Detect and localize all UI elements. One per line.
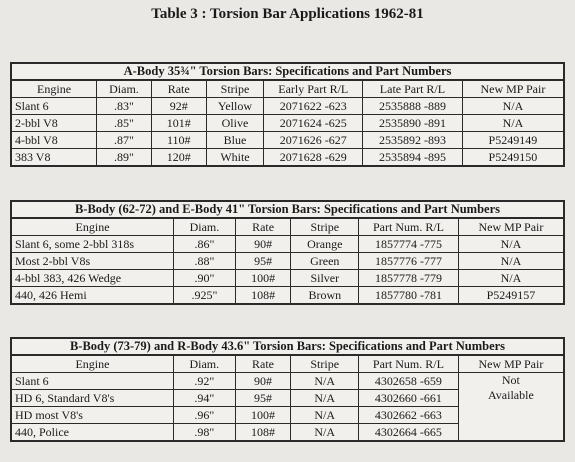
cell: HD 6, Standard V8's (11, 390, 173, 407)
column-header: Engine (11, 218, 174, 236)
cell: 101# (151, 115, 206, 132)
cell: Silver (291, 270, 359, 287)
column-header: Stripe (291, 355, 359, 373)
column-header: Diam. (97, 80, 152, 98)
mp-not-available-cell (458, 373, 564, 442)
cell: Slant 6, some 2-bbl 318s (11, 236, 174, 253)
cell: .92" (173, 373, 235, 390)
column-header: New MP Pair (462, 80, 564, 98)
table-row (11, 253, 564, 270)
table-title: A-Body 35¾" Torsion Bars: Specifications and Part Numbers (11, 63, 564, 80)
cell: N/A (291, 390, 359, 407)
cell: Blue (206, 132, 264, 149)
cell: .94" (173, 390, 235, 407)
column-header: Rate (235, 218, 291, 236)
b-r-body-table (10, 337, 565, 442)
cell: N/A (291, 407, 359, 424)
merged-line: Not (501, 373, 520, 387)
cell: 440, 426 Hemi (11, 287, 174, 305)
cell: 1857774 -775 (359, 236, 459, 253)
column-header: Rate (235, 355, 291, 373)
table-row (11, 149, 564, 167)
cell: 1857776 -777 (359, 253, 459, 270)
cell: .86" (174, 236, 236, 253)
table-row (11, 287, 564, 305)
cell: 108# (235, 287, 291, 305)
cell: 1857778 -779 (359, 270, 459, 287)
column-header: Part Num. R/L (359, 355, 459, 373)
cell: .88" (174, 253, 236, 270)
cell: Olive (206, 115, 264, 132)
cell: P5249150 (462, 149, 564, 167)
table-header-row (11, 355, 564, 373)
cell: .87" (97, 132, 152, 149)
cell: 2071624 -625 (264, 115, 363, 132)
cell: 2535888 -889 (363, 98, 463, 115)
cell: N/A (462, 98, 564, 115)
cell: 108# (235, 424, 291, 442)
cell: .89" (97, 149, 152, 167)
column-header: New MP Pair (458, 355, 564, 373)
cell: 2071626 -627 (264, 132, 363, 149)
cell: .85" (97, 115, 152, 132)
cell: 2535892 -893 (363, 132, 463, 149)
cell: 100# (235, 270, 291, 287)
cell: 1857780 -781 (359, 287, 459, 305)
column-header: New MP Pair (458, 218, 564, 236)
cell: 120# (151, 149, 206, 167)
table-row (11, 132, 564, 149)
cell: 110# (151, 132, 206, 149)
column-header: Engine (11, 355, 173, 373)
cell: HD most V8's (11, 407, 173, 424)
cell: Yellow (206, 98, 264, 115)
cell: N/A (291, 424, 359, 442)
table-header-row (11, 80, 564, 98)
cell: Orange (291, 236, 359, 253)
cell: N/A (462, 115, 564, 132)
column-header: Diam. (174, 218, 236, 236)
column-header: Rate (151, 80, 206, 98)
table-row (11, 98, 564, 115)
cell: .90" (174, 270, 236, 287)
cell: 2-bbl V8 (11, 115, 97, 132)
column-header: Stripe (291, 218, 359, 236)
cell: Slant 6 (11, 98, 97, 115)
merged-line: Available (488, 388, 534, 402)
cell: 90# (235, 236, 291, 253)
cell: P5249149 (462, 132, 564, 149)
cell: 2071622 -623 (264, 98, 363, 115)
cell: 4302660 -661 (359, 390, 459, 407)
table-row (11, 115, 564, 132)
cell: Most 2-bbl V8s (11, 253, 174, 270)
column-header: Stripe (206, 80, 264, 98)
cell: Brown (291, 287, 359, 305)
table-header-row (11, 218, 564, 236)
cell: White (206, 149, 264, 167)
cell: 4302664 -665 (359, 424, 459, 442)
column-header: Early Part R/L (264, 80, 363, 98)
cell: Green (291, 253, 359, 270)
cell: N/A (458, 253, 564, 270)
cell: 95# (235, 253, 291, 270)
cell: N/A (458, 236, 564, 253)
cell: .98" (173, 424, 235, 442)
cell: 4302658 -659 (359, 373, 459, 390)
cell: 2071628 -629 (264, 149, 363, 167)
column-header: Part Num. R/L (359, 218, 459, 236)
cell: P5249157 (458, 287, 564, 305)
cell: .83" (97, 98, 152, 115)
column-header: Late Part R/L (363, 80, 463, 98)
cell: 2535894 -895 (363, 149, 463, 167)
table-title: B-Body (73-79) and R-Body 43.6" Torsion Bars: Specifications and Part Numbers (11, 338, 564, 355)
cell: 4-bbl 383, 426 Wedge (11, 270, 174, 287)
column-header: Diam. (173, 355, 235, 373)
cell: 4-bbl V8 (11, 132, 97, 149)
table-title: B-Body (62-72) and E-Body 41" Torsion Bars: Specifications and Part Numbers (11, 201, 564, 218)
b-e-body-table (10, 200, 565, 305)
cell: .925" (174, 287, 236, 305)
table-row (11, 236, 564, 253)
cell: 92# (151, 98, 206, 115)
page-title: Table 3 : Torsion Bar Applications 1962-81 (151, 6, 424, 22)
cell: N/A (291, 373, 359, 390)
table-row (11, 270, 564, 287)
cell: 100# (235, 407, 291, 424)
cell: Slant 6 (11, 373, 173, 390)
column-header: Engine (11, 80, 97, 98)
cell: 383 V8 (11, 149, 97, 167)
table-row (11, 373, 564, 390)
cell: .96" (173, 407, 235, 424)
cell: 440, Police (11, 424, 173, 442)
a-body-table (10, 62, 565, 167)
cell: 2535890 -891 (363, 115, 463, 132)
cell: 90# (235, 373, 291, 390)
cell: N/A (458, 270, 564, 287)
cell: 95# (235, 390, 291, 407)
cell: 4302662 -663 (359, 407, 459, 424)
